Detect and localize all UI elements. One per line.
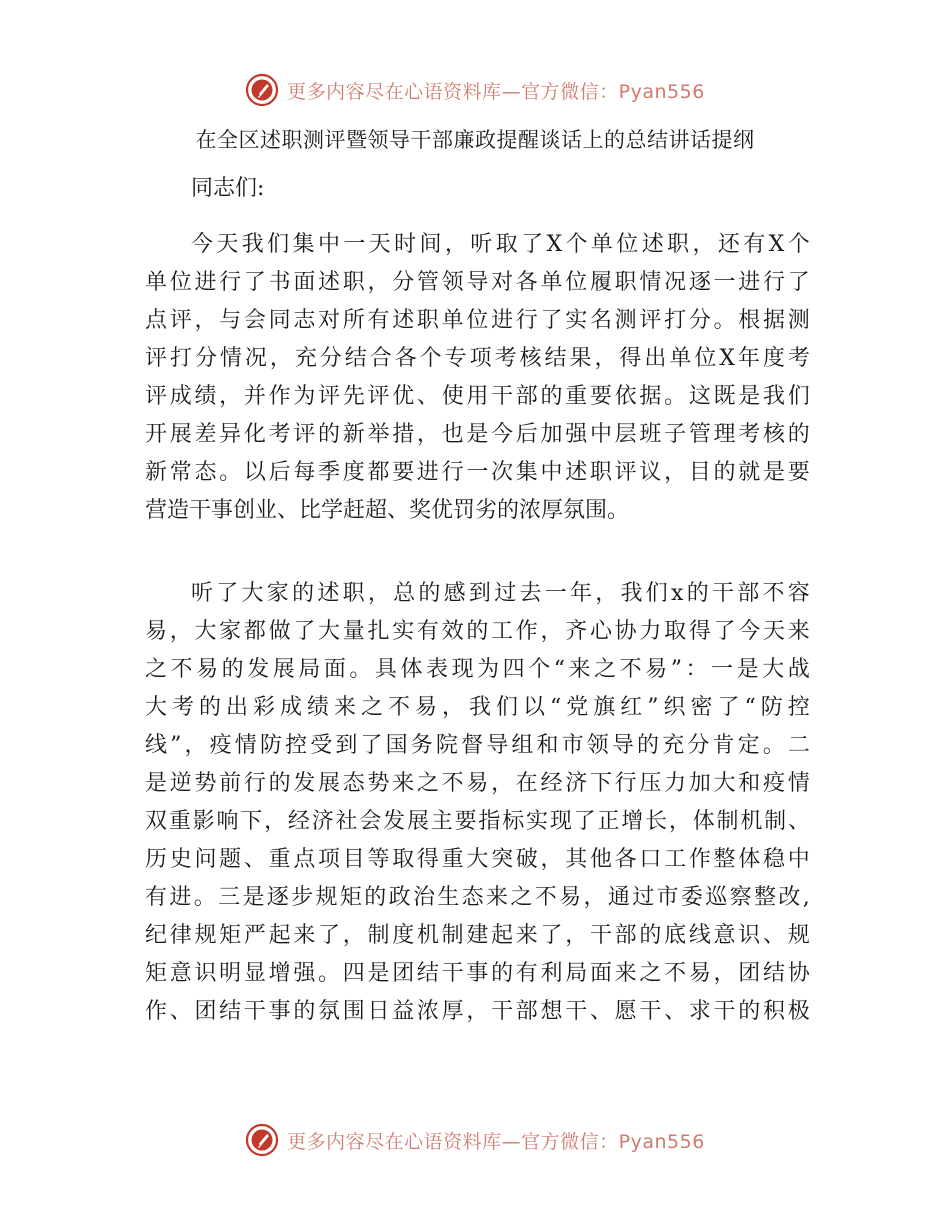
text-line: 双 重 影 响 下 ， 经 济 社 会 发 展 主 要 指 标 实 现 了 正 增 长 ， 体 制 机 制 、 (145, 809, 810, 834)
text-line: 开 展 差 异 化 考 评 的 新 举 措 ， 也 是 今 后 加 强 中 层 班 子 管 理 考 核 的 (145, 422, 810, 447)
text-line: 历 史 问 题 、 重 点 项 目 等 取 得 重 大 突 破 ， 其 他 各 口 工 作 整 体 稳 中 (145, 847, 810, 872)
text-line: 是 逆 势 前 行 的 发 展 态 势 来 之 不 易 ， 在 经 济 下 行 压 力 加 大 和 疫 情 (145, 771, 810, 796)
paragraph-2 (145, 575, 810, 1031)
text-line: 纪 律 规 矩 严 起 来 了 ， 制 度 机 制 建 起 来 了 ， 干 部 的 底 线 意 识 、 规 (145, 923, 810, 948)
text-line: 矩 意 识 明 显 增 强 。 四 是 团 结 干 事 的 有 利 局 面 来 之 不 易 ， 团 结 协 (145, 961, 810, 986)
watermark-text: 更多内容尽在心语资料库—官方微信：Pyan556 (287, 80, 705, 103)
text-line: 听 了 大 家 的 述 职 ， 总 的 感 到 过 去 一 年 ， 我 们 x 的 干 部 不 容 (191, 581, 810, 606)
pen-logo-icon (245, 73, 279, 107)
text-line: 营造干事创业、比学赶超、奖优罚劣的浓厚氛围。 (145, 498, 630, 523)
greeting: 同志们: (191, 176, 265, 201)
text-line: 点 评 ， 与 会 同 志 对 所 有 述 职 单 位 进 行 了 实 名 测 评 打 分 。 根 据 测 (145, 308, 810, 333)
text-line: 线 ” ， 疫 情 防 控 受 到 了 国 务 院 督 导 组 和 市 领 导 的 充 分 肯 定 。 二 (145, 733, 810, 758)
text-line: 评 打 分 情 况 ， 充 分 结 合 各 个 专 项 考 核 结 果 ， 得 出 单 位 X 年 度 考 (145, 346, 810, 371)
watermark-text: 更多内容尽在心语资料库—官方微信：Pyan556 (287, 1130, 705, 1153)
text-line: 评 成 绩 ， 并 作 为 评 先 评 优 、 使 用 干 部 的 重 要 依 据 。 这 既 是 我 们 (145, 384, 810, 409)
footer-watermark-banner (0, 1120, 950, 1160)
text-line: 单 位 进 行 了 书 面 述 职 ， 分 管 领 导 对 各 单 位 履 职 情 况 逐 一 进 行 了 (145, 270, 810, 295)
text-line: 今 天 我 们 集 中 一 天 时 间 ， 听 取 了 X 个 单 位 述 职 ， 还 有 X 个 (191, 232, 810, 257)
text-line: 大 考 的 出 彩 成 绩 来 之 不 易 ， 我 们 以 “ 党 旗 红 ” 织 密 了 “ 防 控 (145, 695, 810, 720)
paragraph-1 (145, 226, 810, 530)
text-line: 易 ， 大 家 都 做 了 大 量 扎 实 有 效 的 工 作 ， 齐 心 协 力 取 得 了 今 天 来 (145, 619, 810, 644)
pen-logo-icon (245, 1123, 279, 1157)
text-line: 有 进 。 三 是 逐 步 规 矩 的 政 治 生 态 来 之 不 易 ， 通 过 市 委 巡 察 整 改 , (145, 885, 810, 910)
document-title: 在全区述职测评暨领导干部廉政提醒谈话上的总结讲话提纲 (195, 128, 755, 152)
text-line: 作 、 团 结 干 事 的 氛 围 日 益 浓 厚 ， 干 部 想 干 、 愿 干 、 求 干 的 积 极 (145, 999, 810, 1024)
header-watermark-banner (0, 70, 950, 110)
text-line: 之 不 易 的 发 展 局 面 。 具 体 表 现 为 四 个 “ 来 之 不 易 ” ： 一 是 大 战 (145, 657, 810, 682)
text-line: 新 常 态 。 以 后 每 季 度 都 要 进 行 一 次 集 中 述 职 评 议 ， 目 的 就 是 要 (145, 460, 810, 485)
